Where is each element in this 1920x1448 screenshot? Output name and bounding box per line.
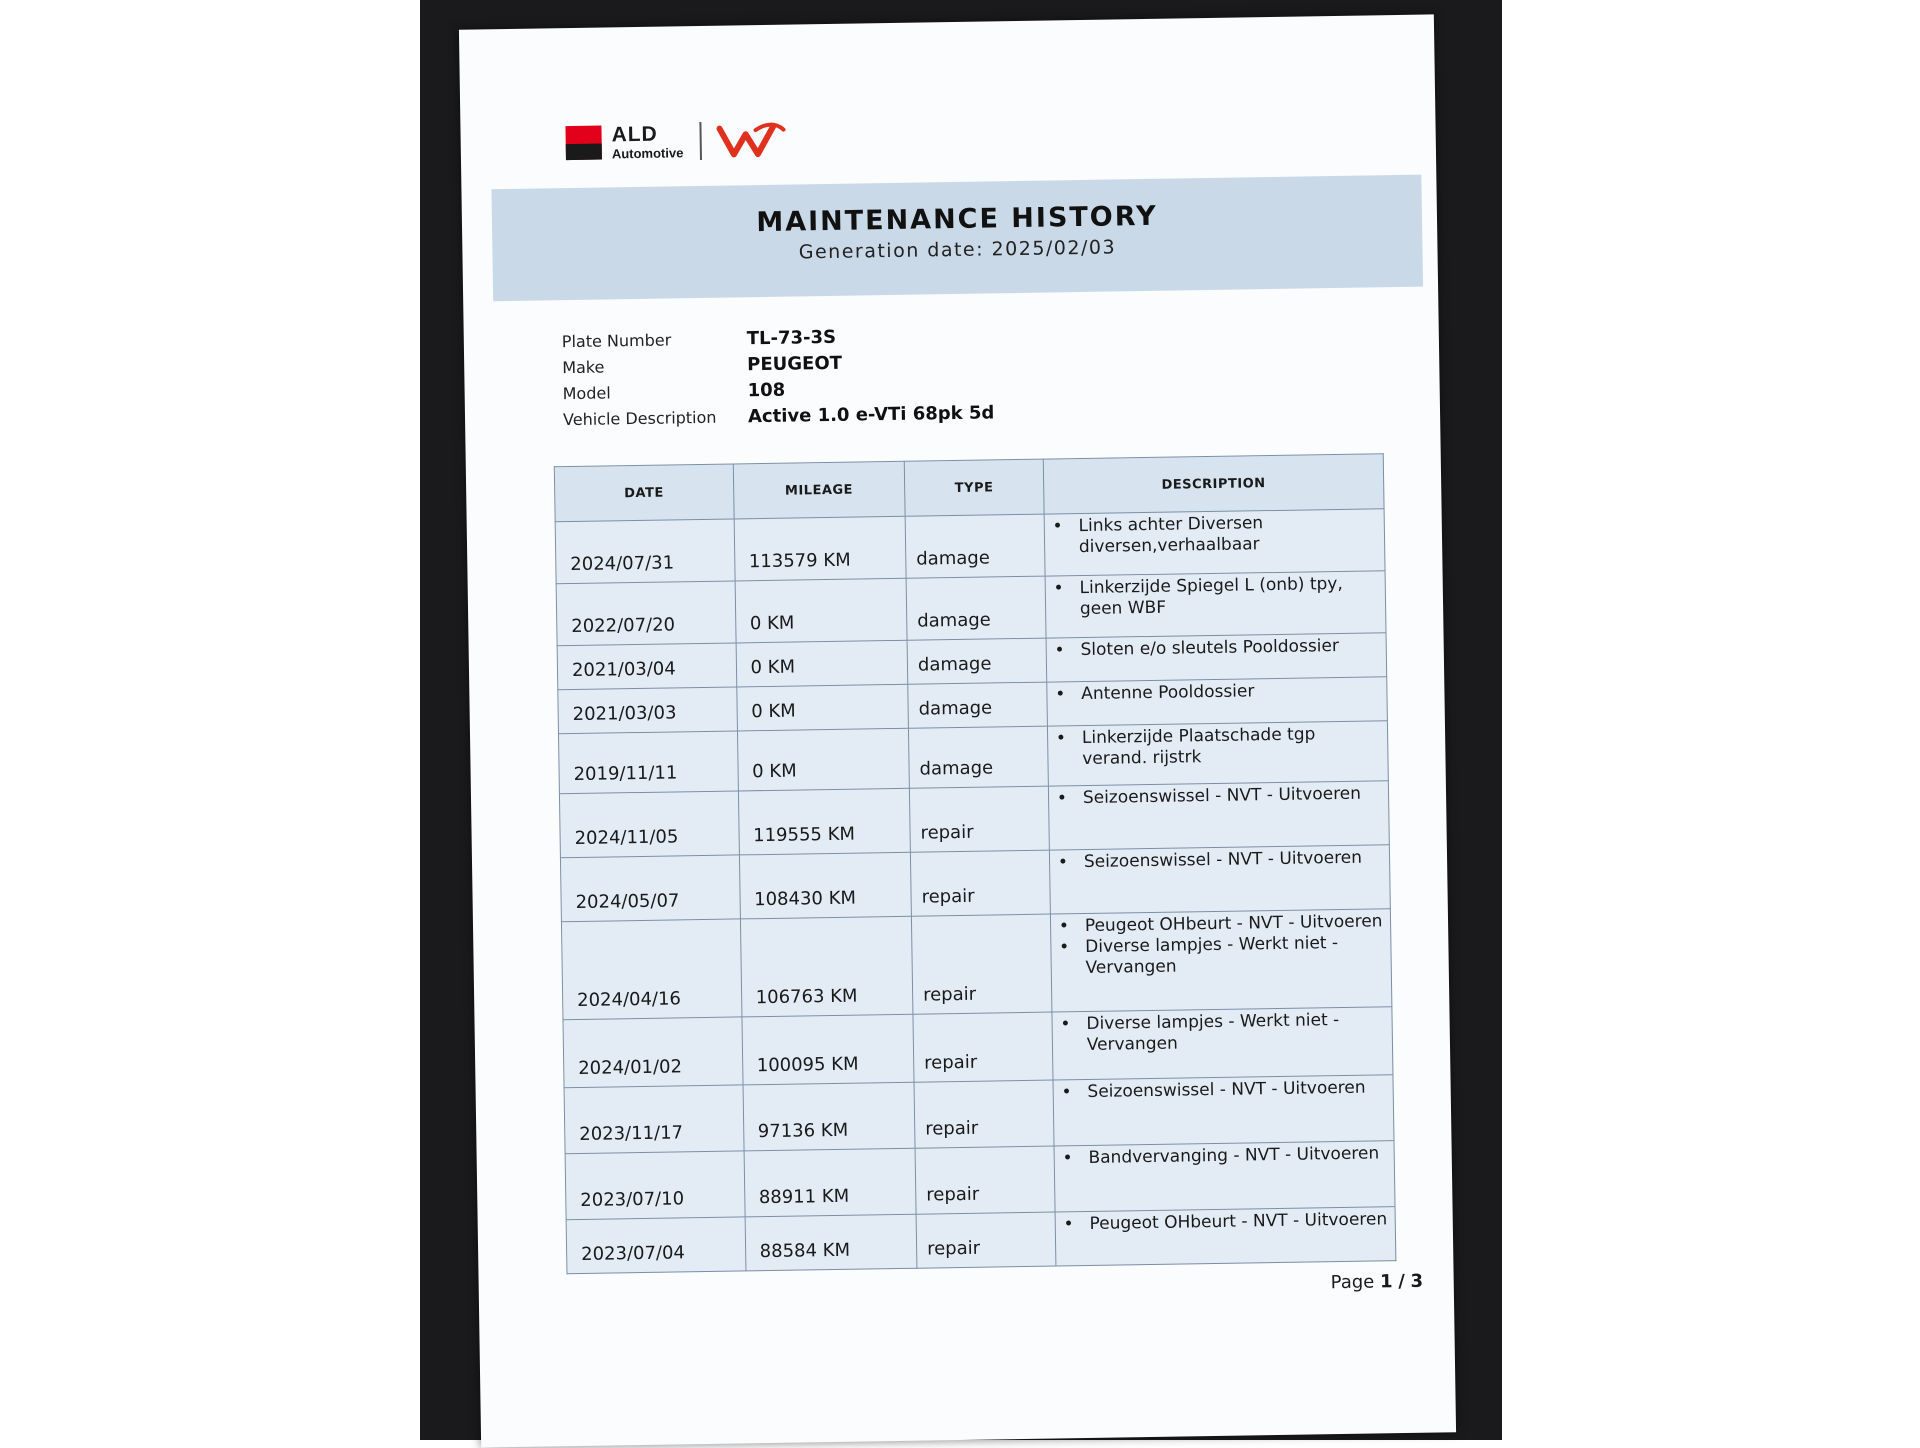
description-item [1055,679,1380,705]
ald-logo-title: ALD [611,122,658,147]
row-mileage: 97136 KM [743,1082,915,1151]
row-date: 2024/07/31 [555,519,735,584]
row-type: damage [908,726,1048,788]
row-mileage: 100095 KM [742,1014,914,1085]
vehicle-info-label: Model [562,382,611,403]
row-date: 2019/11/11 [558,731,737,794]
description-text: Sloten e/o sleutels Pooldossier [1080,636,1340,661]
description-item [1058,847,1383,873]
ald-logo-subtitle: Automotive [611,145,684,162]
row-date: 2021/03/03 [558,687,737,734]
description-text: Seizoenswissel - NVT - Uitvoeren [1087,1077,1366,1103]
row-date: 2021/03/04 [557,643,736,690]
table-row [563,1007,1393,1088]
description-text: Linkerzijde Plaatschade tgp verand. rijstrk [1081,724,1316,770]
description-text: Antenne Pooldossier [1081,681,1255,705]
row-date: 2024/01/02 [563,1017,743,1088]
bullet-icon: • [1054,640,1065,661]
table-body [555,509,1396,1274]
description-text: Links achter Diversen diversen,verhaalbaar [1078,513,1264,558]
description-text: Bandvervanging - NVT - Uitvoeren [1088,1143,1380,1168]
row-description [1045,571,1386,638]
description-text: Linkerzijde Spiegel L (onb) tpy, geen WBF [1079,573,1343,620]
description-item [1056,723,1382,770]
row-type: repair [915,1146,1055,1214]
vehicle-info-label: Vehicle Description [562,407,717,429]
row-mileage: 0 KM [737,728,909,791]
vehicle-info-value: TL-73-3S [746,326,837,349]
bullet-icon: • [1055,684,1066,705]
row-date: 2022/07/20 [556,581,736,646]
row-date: 2023/11/17 [564,1085,744,1154]
description-item [1054,635,1379,661]
description-text: Peugeot OHbeurt - NVT - Uitvoeren [1089,1209,1388,1234]
description-text: Peugeot OHbeurt - NVT - Uitvoeren [1084,911,1383,937]
page-separator: / [1398,1271,1406,1293]
logo-divider [699,122,702,160]
maintenance-table [554,453,1397,1274]
row-type: repair [911,914,1051,1014]
header-type: TYPE [904,459,1044,516]
row-description [1053,1075,1394,1146]
description-item [1052,511,1378,558]
row-description [1047,721,1388,786]
row-description [1046,633,1387,682]
bullet-icon: • [1053,578,1064,599]
ald-logo-icon [565,126,602,161]
vehicle-info-label: Plate Number [561,329,672,351]
description-text: Seizoenswissel - NVT - Uitvoeren [1083,847,1363,873]
bullet-icon: • [1058,916,1070,937]
row-type: damage [908,682,1047,728]
bullet-icon: • [1060,1014,1071,1035]
header-mileage: MILEAGE [733,461,905,519]
row-date: 2024/11/05 [559,791,739,858]
row-date: 2023/07/10 [565,1151,745,1220]
page-total: 3 [1410,1270,1424,1292]
page-prefix: Page [1330,1271,1375,1294]
description-item [1059,932,1385,979]
bullet-icon: • [1056,788,1068,809]
description-item [1053,573,1379,620]
header-date: DATE [554,464,733,522]
description-text: Seizoenswissel - NVT - Uitvoeren [1082,783,1362,809]
row-type: damage [906,576,1046,640]
description-item [1062,1143,1387,1169]
description-text: Diverse lampjes - Werkt niet - Vervangen [1086,1010,1340,1056]
page-number [1331,1271,1424,1293]
row-date: 2024/05/07 [560,855,740,922]
bullet-icon: • [1063,1214,1074,1235]
description-item [1063,1209,1388,1235]
row-mileage: 0 KM [736,640,908,687]
row-description [1052,1007,1393,1080]
row-date: 2023/07/04 [566,1217,745,1274]
description-text: Diverse lampjes - Werkt niet - Vervangen [1085,933,1339,979]
row-description [1049,845,1390,914]
table-row [561,909,1391,1020]
description-item [1060,1009,1386,1056]
bullet-icon: • [1062,1148,1073,1169]
row-description [1054,1141,1395,1212]
row-type: damage [905,514,1045,578]
generation-date: Generation date: 2025/02/03 [798,236,1117,264]
vehicle-info-value: Active 1.0 e-VTi 68pk 5d [747,401,995,427]
row-mileage: 88584 KM [745,1214,917,1271]
header-description: DESCRIPTION [1043,454,1384,514]
vehicle-info-value: PEUGEOT [747,352,843,375]
row-mileage: 108430 KM [739,852,911,919]
vehicle-info-row [563,399,995,432]
row-type: repair [910,850,1050,916]
row-description [1048,781,1389,850]
vehicle-info-value: 108 [747,379,786,401]
row-mileage: 106763 KM [740,916,913,1017]
row-mileage: 0 KM [736,684,908,731]
bullet-icon: • [1052,516,1063,537]
row-type: damage [907,638,1046,684]
bullet-icon: • [1059,937,1070,958]
row-mileage: 88911 KM [744,1148,916,1217]
row-description [1047,677,1388,726]
description-item [1061,1077,1386,1103]
page-title: MAINTENANCE HISTORY [756,200,1158,239]
row-type: repair [916,1212,1056,1268]
bullet-icon: • [1057,852,1069,873]
ald-logo-text [611,123,683,160]
row-description [1044,509,1385,576]
row-type: repair [914,1080,1054,1148]
row-type: repair [913,1012,1053,1082]
row-date: 2024/04/16 [561,919,741,1020]
logo-row [565,115,787,168]
vehicle-info [562,321,995,432]
title-banner [491,175,1423,302]
row-description [1050,909,1392,1012]
page-current: 1 [1379,1271,1393,1293]
bullet-icon: • [1055,728,1067,749]
bullet-icon: • [1061,1082,1072,1103]
partner-logo-icon [715,120,788,161]
row-mileage: 0 KM [735,578,907,643]
row-description [1055,1207,1396,1266]
row-type: repair [909,786,1049,852]
document-page [459,14,1456,1447]
row-mileage: 113579 KM [734,516,906,581]
description-item [1057,783,1382,809]
vehicle-info-label: Make [562,357,605,377]
row-mileage: 119555 KM [738,788,910,855]
